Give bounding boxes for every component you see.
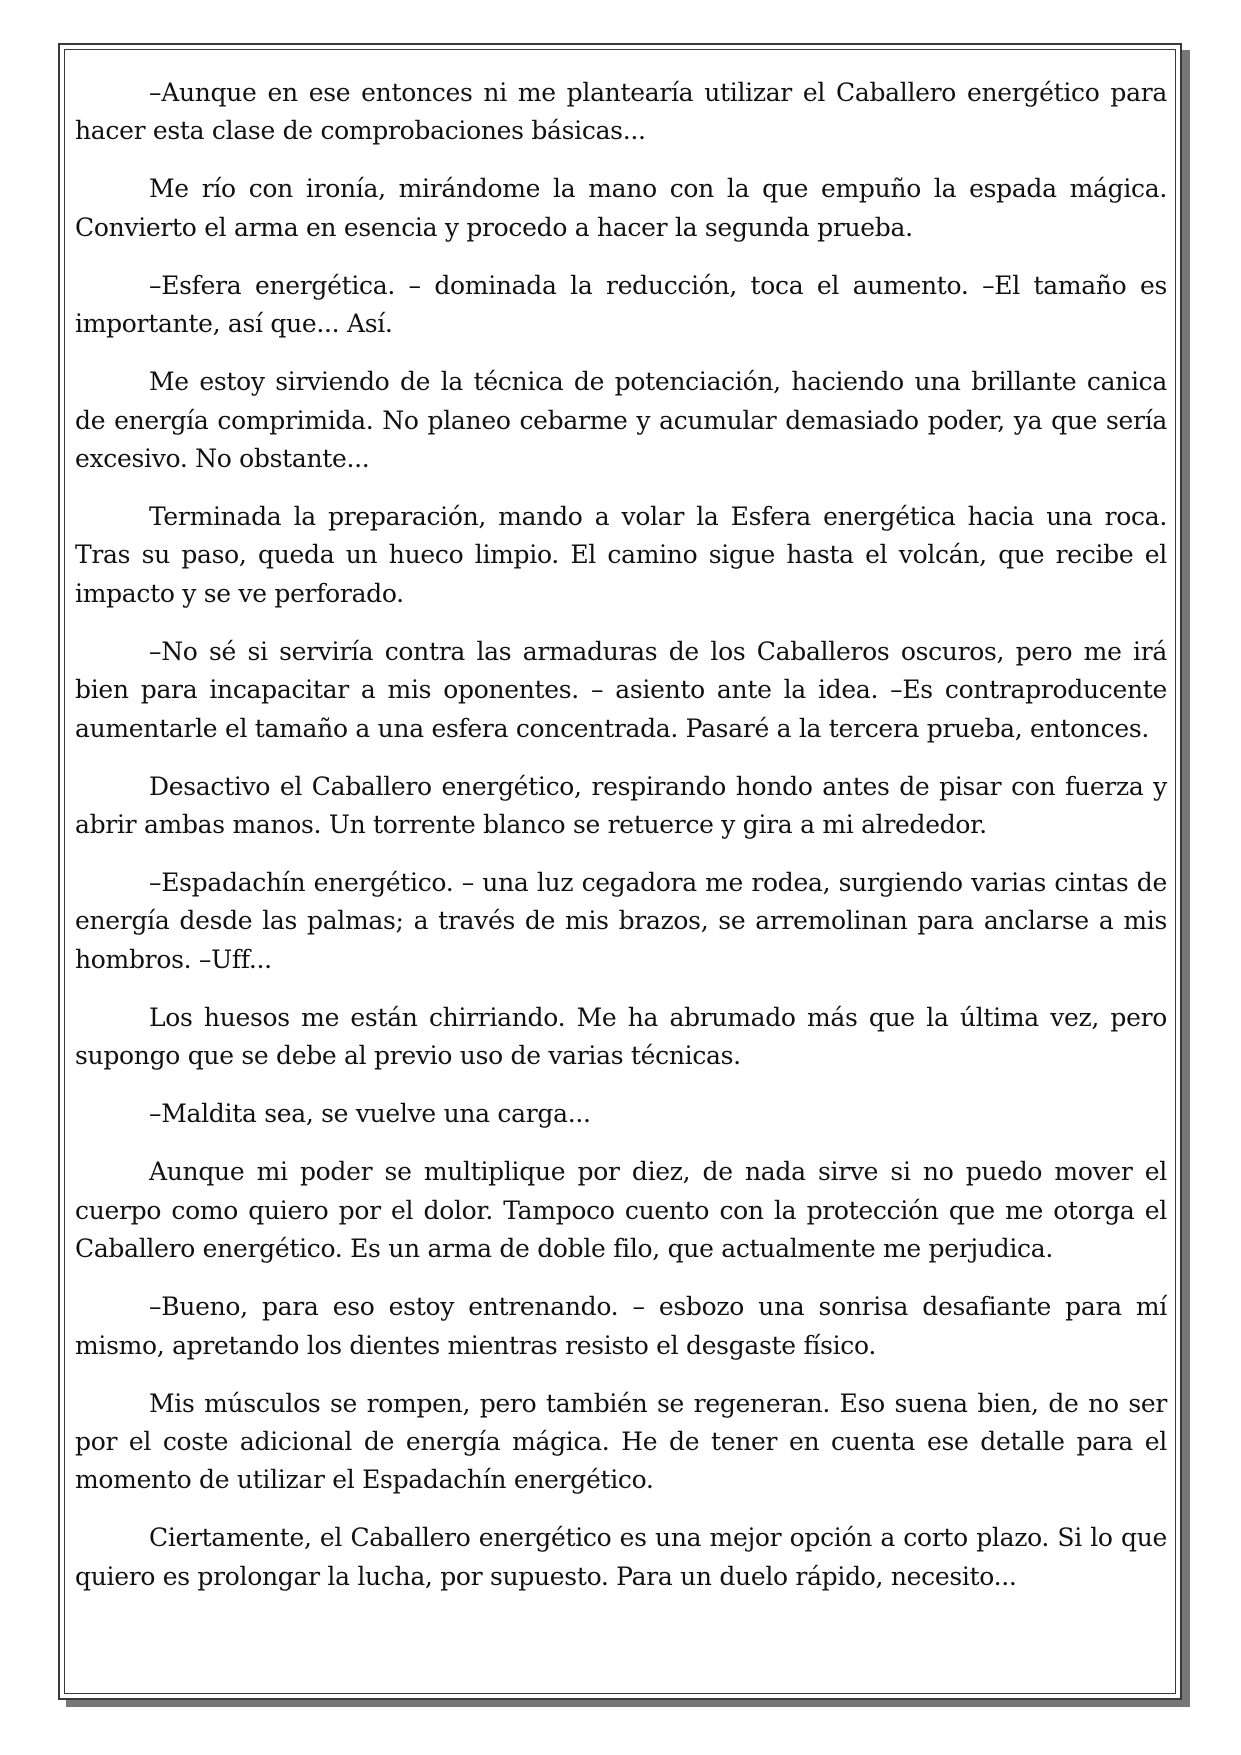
paragraph: Los huesos me están chirriando. Me ha abrumado más que la última vez, pero supongo que se debe al previo uso de varias técnicas.: [75, 1002, 1167, 1071]
paragraph: Desactivo el Caballero energético, respirando hondo antes de pisar con fuerza y abrir ambas manos. Un torrente blanco se retuerce y gira a mi alrededor.: [75, 771, 1167, 840]
paragraph: Aunque mi poder se multiplique por diez, de nada sirve si no puedo mover el cuerpo como quiero por el dolor. Tampoco cuento con la protección que me otorga el Caballero energético. Es un arma de doble filo, que actualmente me perjudica.: [75, 1157, 1167, 1264]
paragraph: –Maldita sea, se vuelve una carga...: [149, 1099, 591, 1129]
paragraph: –No sé si serviría contra las armaduras de los Caballeros oscuros, pero me irá bien para incapacitar a mis oponentes. – asiento ante la idea. –Es contraproducente aumentarle el tamaño a una esfera concentrada. Pasaré a la tercera prueba, entonces.: [75, 636, 1167, 743]
paragraph: Ciertamente, el Caballero energético es una mejor opción a corto plazo. Si lo que quiero es prolongar la lucha, por supuesto. Para un duelo rápido, necesito...: [75, 1523, 1167, 1591]
paragraph: –Espadachín energético. – una luz cegadora me rodea, surgiendo varias cintas de energía desde las palmas; a través de mis brazos, se arremolinan para anclarse a mis hombros. –Uff...: [75, 868, 1167, 974]
paragraph: –Bueno, para eso estoy entrenando. – esbozo una sonrisa desafiante para mí mismo, apretando los dientes mientras resisto el desgaste físico.: [75, 1292, 1167, 1360]
paragraph: Terminada la preparación, mando a volar la Esfera energética hacia una roca. Tras su paso, queda un hueco limpio. El camino sigue hasta el volcán, que recibe el impacto y se ve perforado.: [75, 502, 1167, 608]
paragraph: –Esfera energética. – dominada la reducción, toca el aumento. –El tamaño es importante, así que... Así.: [75, 270, 1167, 339]
document-body: [75, 74, 1167, 1616]
paragraph: Mis músculos se rompen, pero también se regeneran. Eso suena bien, de no ser por el coste adicional de energía mágica. He de tener en cuenta ese detalle para el momento de utilizar el Espadachín energético.: [75, 1388, 1167, 1495]
paragraph: Me estoy sirviendo de la técnica de potenciación, haciendo una brillante canica de energía comprimida. No planeo cebarme y acumular demasiado poder, ya que sería excesivo. No obstante...: [75, 367, 1167, 474]
paragraph: –Aunque en ese entonces ni me plantearía utilizar el Caballero energético para hacer esta clase de comprobaciones básicas...: [75, 78, 1167, 146]
paragraph: Me río con ironía, mirándome la mano con la que empuño la espada mágica. Convierto el arma en esencia y procedo a hacer la segunda prueba.: [75, 174, 1167, 242]
